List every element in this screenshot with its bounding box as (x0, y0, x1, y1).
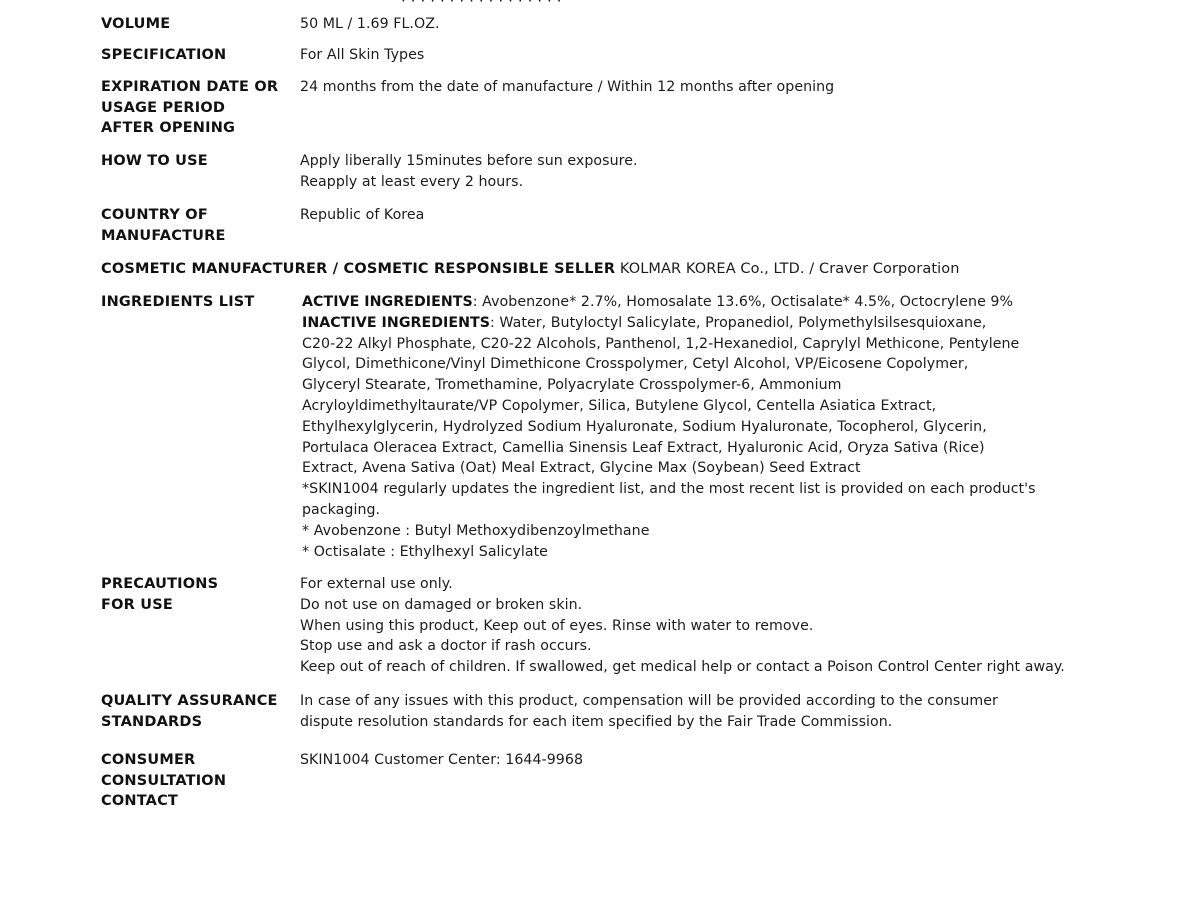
label-line: CONSULTATION (101, 772, 227, 789)
label-line: SPECIFICATION (101, 47, 227, 63)
value-line: 24 months from the date of manufacture / Within 12 months after opening (300, 79, 835, 95)
label-line: CONSUMER (101, 752, 196, 768)
label-expiration (101, 77, 291, 139)
ingredient-note-line: * Octisalate : Ethylhexyl Salicylate (302, 543, 548, 560)
active-ingredients-title: ACTIVE INGREDIENTS (302, 294, 473, 310)
label-line: AFTER OPENING (101, 120, 236, 137)
ingredient-note-line: * Avobenzone : Butyl Methoxydibenzoylmethane (302, 522, 650, 539)
inactive-ingredients-text: : Water, Butyloctyl Salicylate, Propanediol, Polymethylsilsesquioxane, (490, 314, 987, 331)
value-how-to-use (300, 151, 1170, 193)
active-ingredients-line (302, 292, 1172, 313)
value-line: Apply liberally 15minutes before sun exposure. (300, 153, 638, 169)
value-line: For external use only. (300, 576, 453, 592)
ingredient-line: C20-22 Alkyl Phosphate, C20-22 Alcohols, Panthenol, 1,2-Hexanediol, Caprylyl Methicone, Pentylene (302, 335, 1020, 352)
ingredient-line: Glycol, Dimethicone/Vinyl Dimethicone Crosspolymer, Cetyl Alcohol, VP/Eicosene Copolymer, (302, 356, 969, 373)
label-line: VOLUME (101, 16, 171, 32)
label-line: FOR USE (101, 596, 173, 613)
value-precautions (300, 574, 1170, 678)
label-line: CONTACT (101, 793, 179, 810)
label-line: MANUFACTURE (101, 227, 226, 244)
value-line: When using this product, Keep out of eyes. Rinse with water to remove. (300, 617, 814, 634)
ingredient-note-line: packaging. (302, 501, 381, 518)
value-line: dispute resolution standards for each item specified by the Fair Trade Commission. (300, 713, 893, 730)
value-country (300, 205, 1170, 226)
label-specification (101, 45, 291, 66)
value-line: In case of any issues with this product, compensation will be provided according to the consumer (300, 693, 998, 709)
value-line: Republic of Korea (300, 207, 425, 223)
value-consultation (300, 750, 1170, 771)
label-volume (101, 14, 291, 35)
label-country (101, 205, 291, 246)
value-line: SKIN1004 Customer Center: 1644-9968 (300, 752, 584, 768)
product-info-sheet (101, 0, 1161, 909)
label-line: USAGE PERIOD (101, 99, 226, 116)
ingredient-line: Ethylhexylglycerin, Hydrolyzed Sodium Hyaluronate, Sodium Hyaluronate, Tocopherol, Glycerin, (302, 418, 987, 435)
label-line: INGREDIENTS LIST (101, 294, 255, 310)
label-ingredients (101, 292, 291, 313)
cut-off-text-line: · · · · · · · · · · · · · · · · · (401, 0, 562, 10)
ingredient-line: Acryloyldimethyltaurate/VP Copolymer, Silica, Butylene Glycol, Centella Asiatica Extract, (302, 397, 937, 414)
ingredient-line: Glyceryl Stearate, Tromethamine, Polyacrylate Crosspolymer-6, Ammonium (302, 377, 842, 394)
label-line: STANDARDS (101, 713, 203, 730)
value-manufacturer: KOLMAR KOREA Co., LTD. / Craver Corporation (619, 261, 960, 277)
active-ingredients-text: : Avobenzone* 2.7%, Homosalate 13.6%, Octisalate* 4.5%, Octocrylene 9% (472, 294, 1014, 310)
value-ingredients (302, 292, 1172, 562)
value-line: Do not use on damaged or broken skin. (300, 596, 583, 613)
label-line: QUALITY ASSURANCE (101, 693, 278, 709)
value-volume (300, 14, 1170, 35)
value-line: For All Skin Types (300, 47, 425, 63)
inactive-ingredients-title: INACTIVE INGREDIENTS (302, 314, 491, 331)
value-line: Keep out of reach of children. If swallowed, get medical help or contact a Poison Control Center right away. (300, 659, 1065, 676)
manufacturer-line (101, 259, 960, 280)
label-line: COUNTRY OF (101, 207, 208, 223)
value-quality (300, 691, 1170, 733)
value-expiration (300, 77, 1170, 98)
label-line: PRECAUTIONS (101, 576, 219, 592)
label-line: HOW TO USE (101, 153, 208, 169)
label-precautions (101, 574, 291, 615)
value-line: 50 ML / 1.69 FL.OZ. (300, 16, 440, 32)
ingredient-note-line: *SKIN1004 regularly updates the ingredient list, and the most recent list is provided on each product's (302, 481, 1036, 498)
label-how-to-use (101, 151, 291, 172)
ingredient-line: Portulaca Oleracea Extract, Camellia Sinensis Leaf Extract, Hyaluronic Acid, Oryza Sativa (Rice) (302, 439, 985, 456)
value-line: Reapply at least every 2 hours. (300, 173, 524, 190)
label-consultation (101, 750, 291, 812)
label-line: EXPIRATION DATE OR (101, 79, 279, 95)
label-quality (101, 691, 291, 732)
ingredient-line: Extract, Avena Sativa (Oat) Meal Extract, Glycine Max (Soybean) Seed Extract (302, 460, 861, 477)
value-line: Stop use and ask a doctor if rash occurs. (300, 638, 592, 655)
label-manufacturer: COSMETIC MANUFACTURER / COSMETIC RESPONSIBLE SELLER (101, 261, 616, 277)
inactive-ingredients-line (302, 313, 1172, 334)
value-specification (300, 45, 1170, 66)
